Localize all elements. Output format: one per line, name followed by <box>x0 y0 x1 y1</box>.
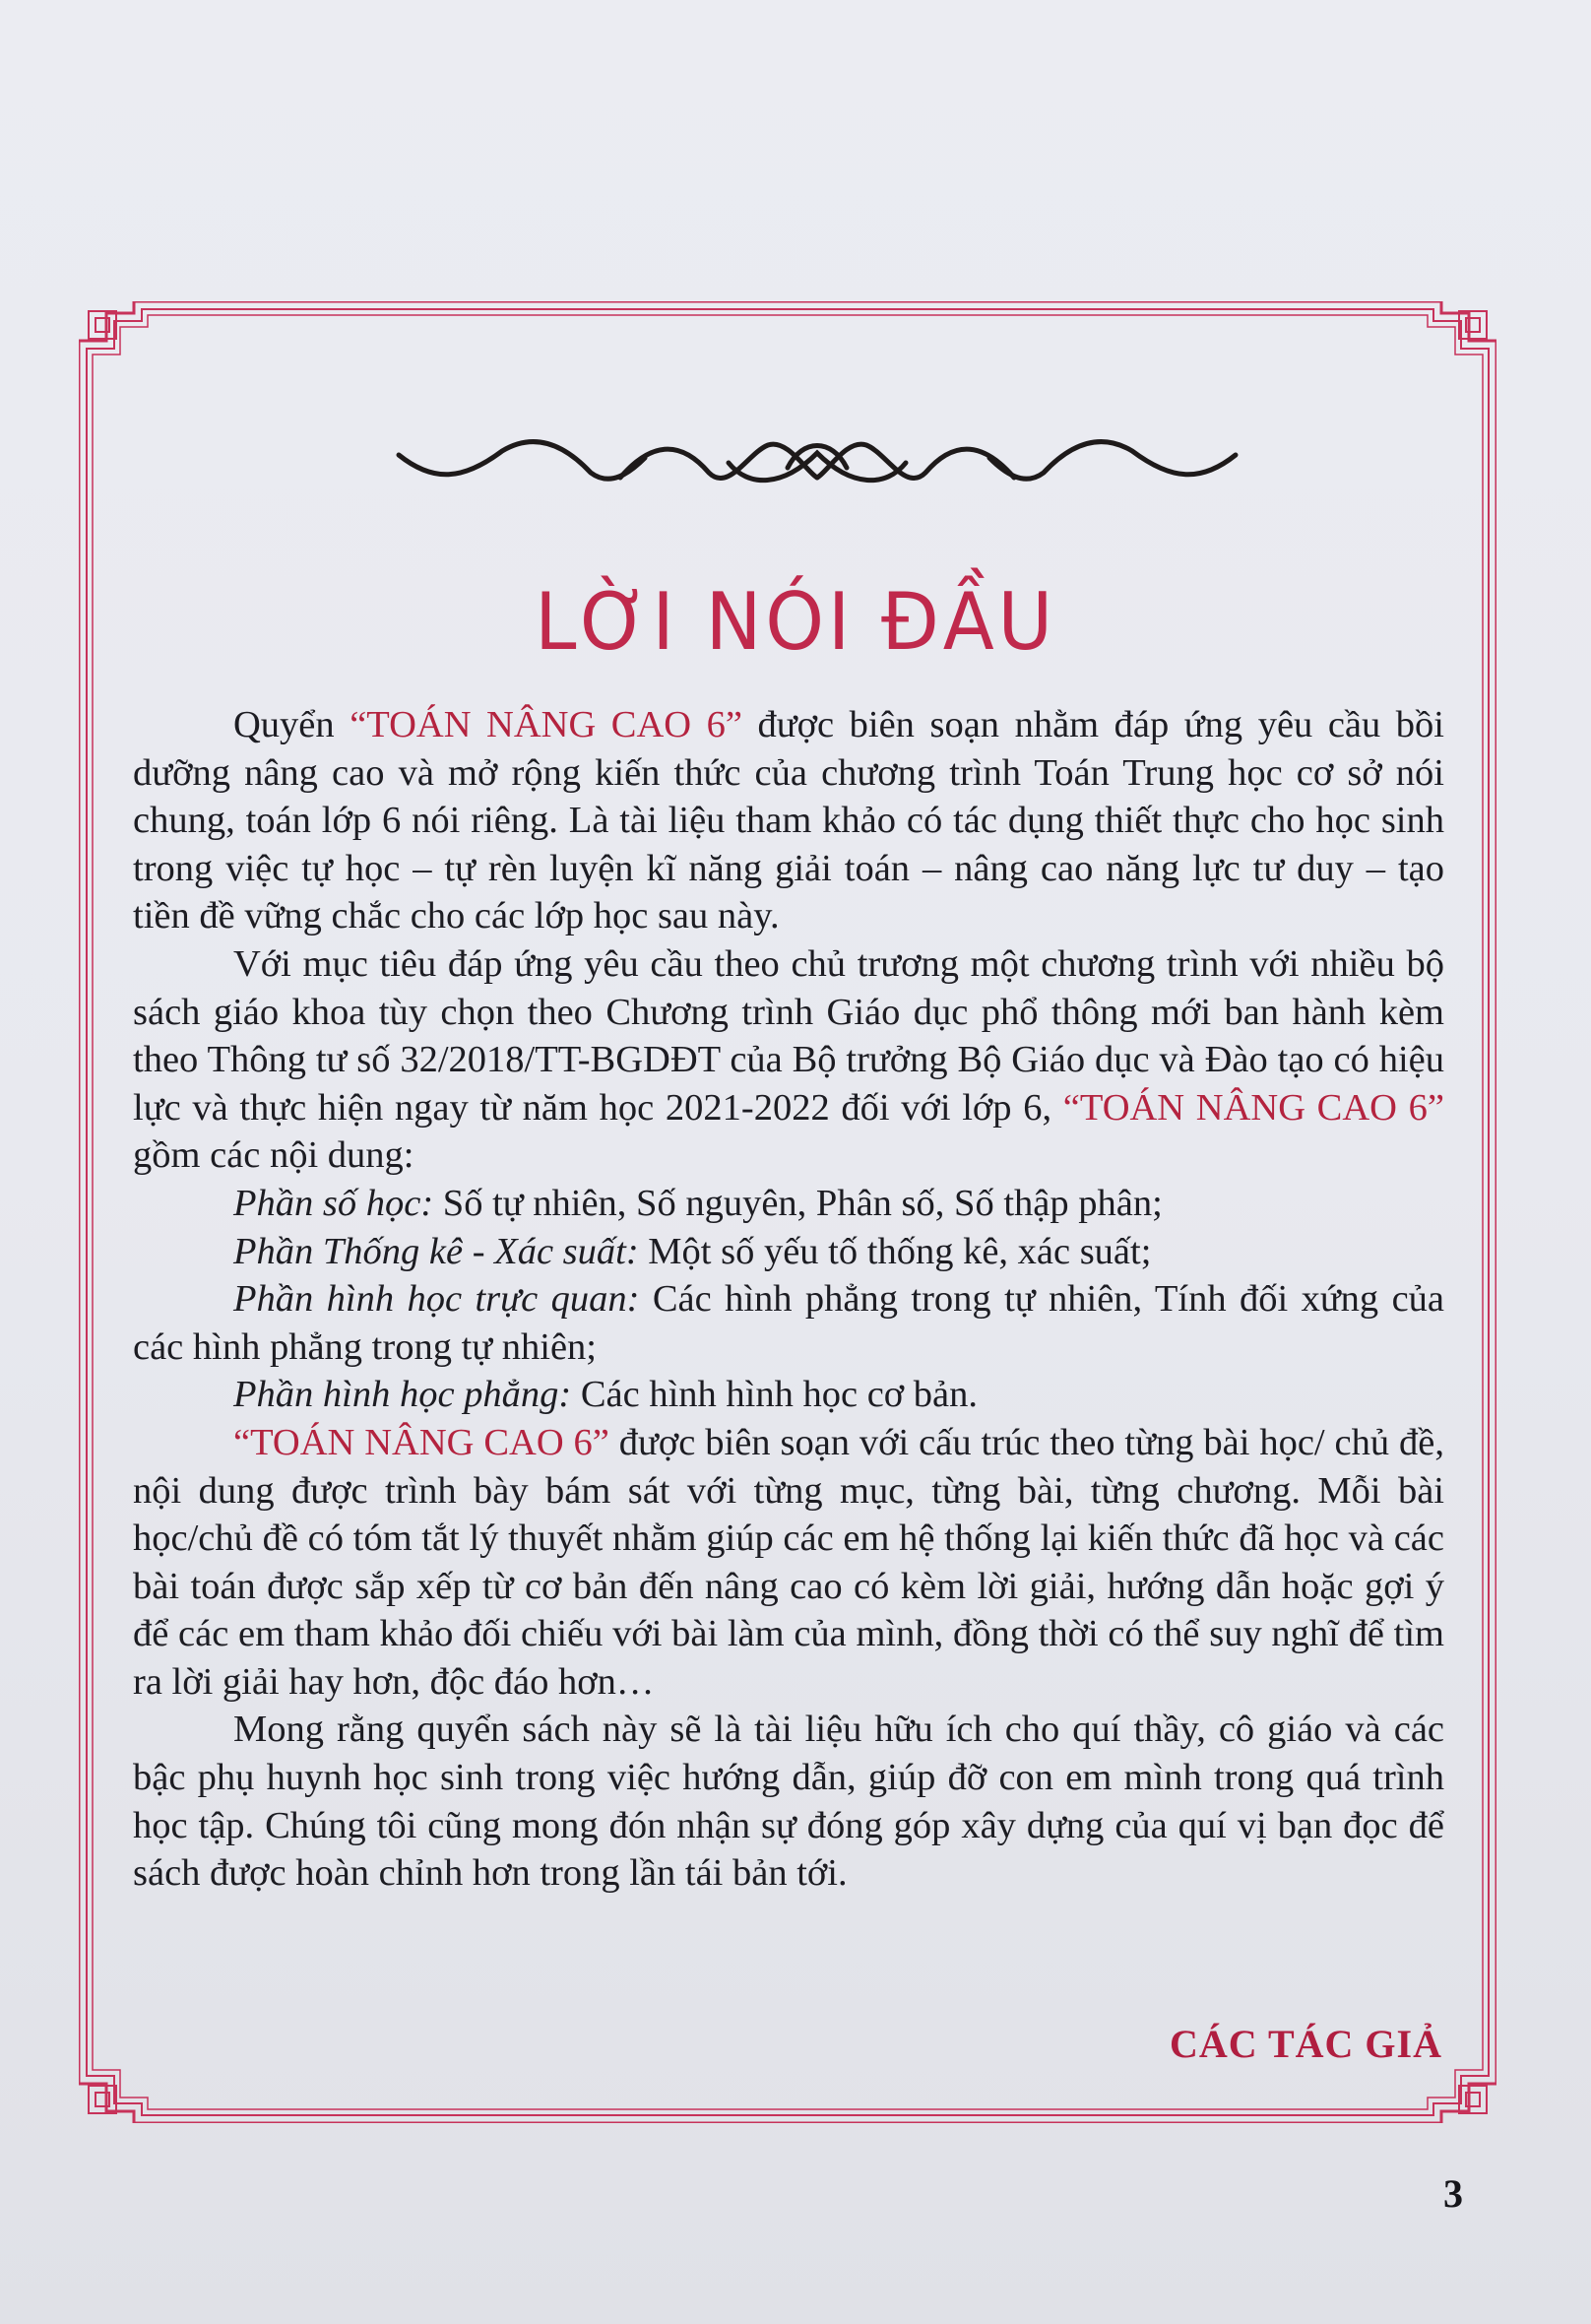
content-item-text: Một số yếu tố thống kê, xác suất; <box>638 1230 1152 1272</box>
content-item-text: Các hình phẳng trong tự nhiên, Tính đối xứng của các hình phẳng trong tự nhiên; <box>133 1278 1444 1368</box>
content-item <box>133 1180 1444 1228</box>
paragraph-text: được biên soạn với cấu trúc theo từng bài học/ chủ đề, nội dung được trình bày bám sát với từng mục, từng bài, từng chương. Mỗi bài học/chủ đề có tóm tắt lý thuyết nhằm giúp các em hệ thống lại kiến thức đã học và các bài toán được sắp xếp từ cơ bản đến nâng cao có kèm lời giải, hướng dẫn hoặc gợi ý để các em tham khảo đối chiếu với bài làm của mình, đồng thời có thể suy nghĩ để tìm ra lời giải hay hơn, độc đáo hơn… <box>133 1421 1444 1703</box>
paragraph-closing: Mong rằng quyển sách này sẽ là tài liệu hữu ích cho quí thầy, cô giáo và các bậc phụ huynh học sinh trong việc hướng dẫn, giúp đỡ con em mình trong quá trình học tập. Chúng tôi cũng mong đón nhận sự đóng góp xây dựng của quí vị bạn đọc để sách được hoàn chỉnh hơn trong lần tái bản tới. <box>133 1709 1444 1895</box>
content-item-label: Phần hình học trực quan: <box>233 1278 640 1321</box>
content-item-text: Số tự nhiên, Số nguyên, Phân số, Số thập phân; <box>433 1182 1163 1224</box>
page-title: LỜI NÓI ĐẦU <box>535 576 1056 668</box>
book-title-highlight: “TOÁN NÂNG CAO 6” <box>233 1421 609 1463</box>
page-number: 3 <box>1443 2171 1463 2216</box>
content-item-label: Phần Thống kê - Xác suất: <box>233 1230 639 1272</box>
paragraph-intro <box>133 701 1444 940</box>
paragraph-text: được biên soạn nhằm đáp ứng yêu cầu bồi dưỡng nâng cao và mở rộng kiến thức của chương trình Toán Trung học cơ sở nói chung, toán lớp 6 nói riêng. Là tài liệu tham khảo có tác dụng thiết thực cho học sinh trong việc tự học – tự rèn luyện kĩ năng giải toán – nâng cao năng lực tư duy – tạo tiền đề vững chắc cho các lớp học sau này. <box>133 704 1444 937</box>
content-item <box>133 1371 1444 1419</box>
paragraph-text: Với mục tiêu đáp ứng yêu cầu theo chủ trương một chương trình với nhiều bộ sách giáo khoa tùy chọn theo Chương trình Giáo dục phổ thông mới ban hành kèm theo Thông tư số 32/2018/TT-BGDĐT của Bộ trưởng Bộ Giáo dục và Đào tạo có hiệu lực và thực hiện ngay từ năm học 2021-2022 đối với lớp 6, <box>133 942 1444 1129</box>
paragraph-text: Quyển <box>233 704 350 745</box>
content-item <box>133 1228 1444 1276</box>
preface-body <box>133 701 1444 1898</box>
book-title-highlight: “TOÁN NÂNG CAO 6” <box>1062 1086 1444 1129</box>
book-title-highlight: “TOÁN NÂNG CAO 6” <box>350 704 742 745</box>
content-item-text: Các hình hình học cơ bản. <box>571 1374 978 1416</box>
paragraph-objectives <box>133 940 1444 1180</box>
content-item-label: Phần số học: <box>233 1182 434 1224</box>
content-item <box>133 1275 1444 1371</box>
paragraph-text: gồm các nội dung: <box>133 1134 414 1177</box>
flourish-divider-icon <box>394 433 1241 492</box>
authors-signature: CÁC TÁC GIẢ <box>1170 2022 1442 2066</box>
content-item-label: Phần hình học phẳng: <box>233 1374 572 1416</box>
paragraph-structure <box>133 1419 1444 1707</box>
